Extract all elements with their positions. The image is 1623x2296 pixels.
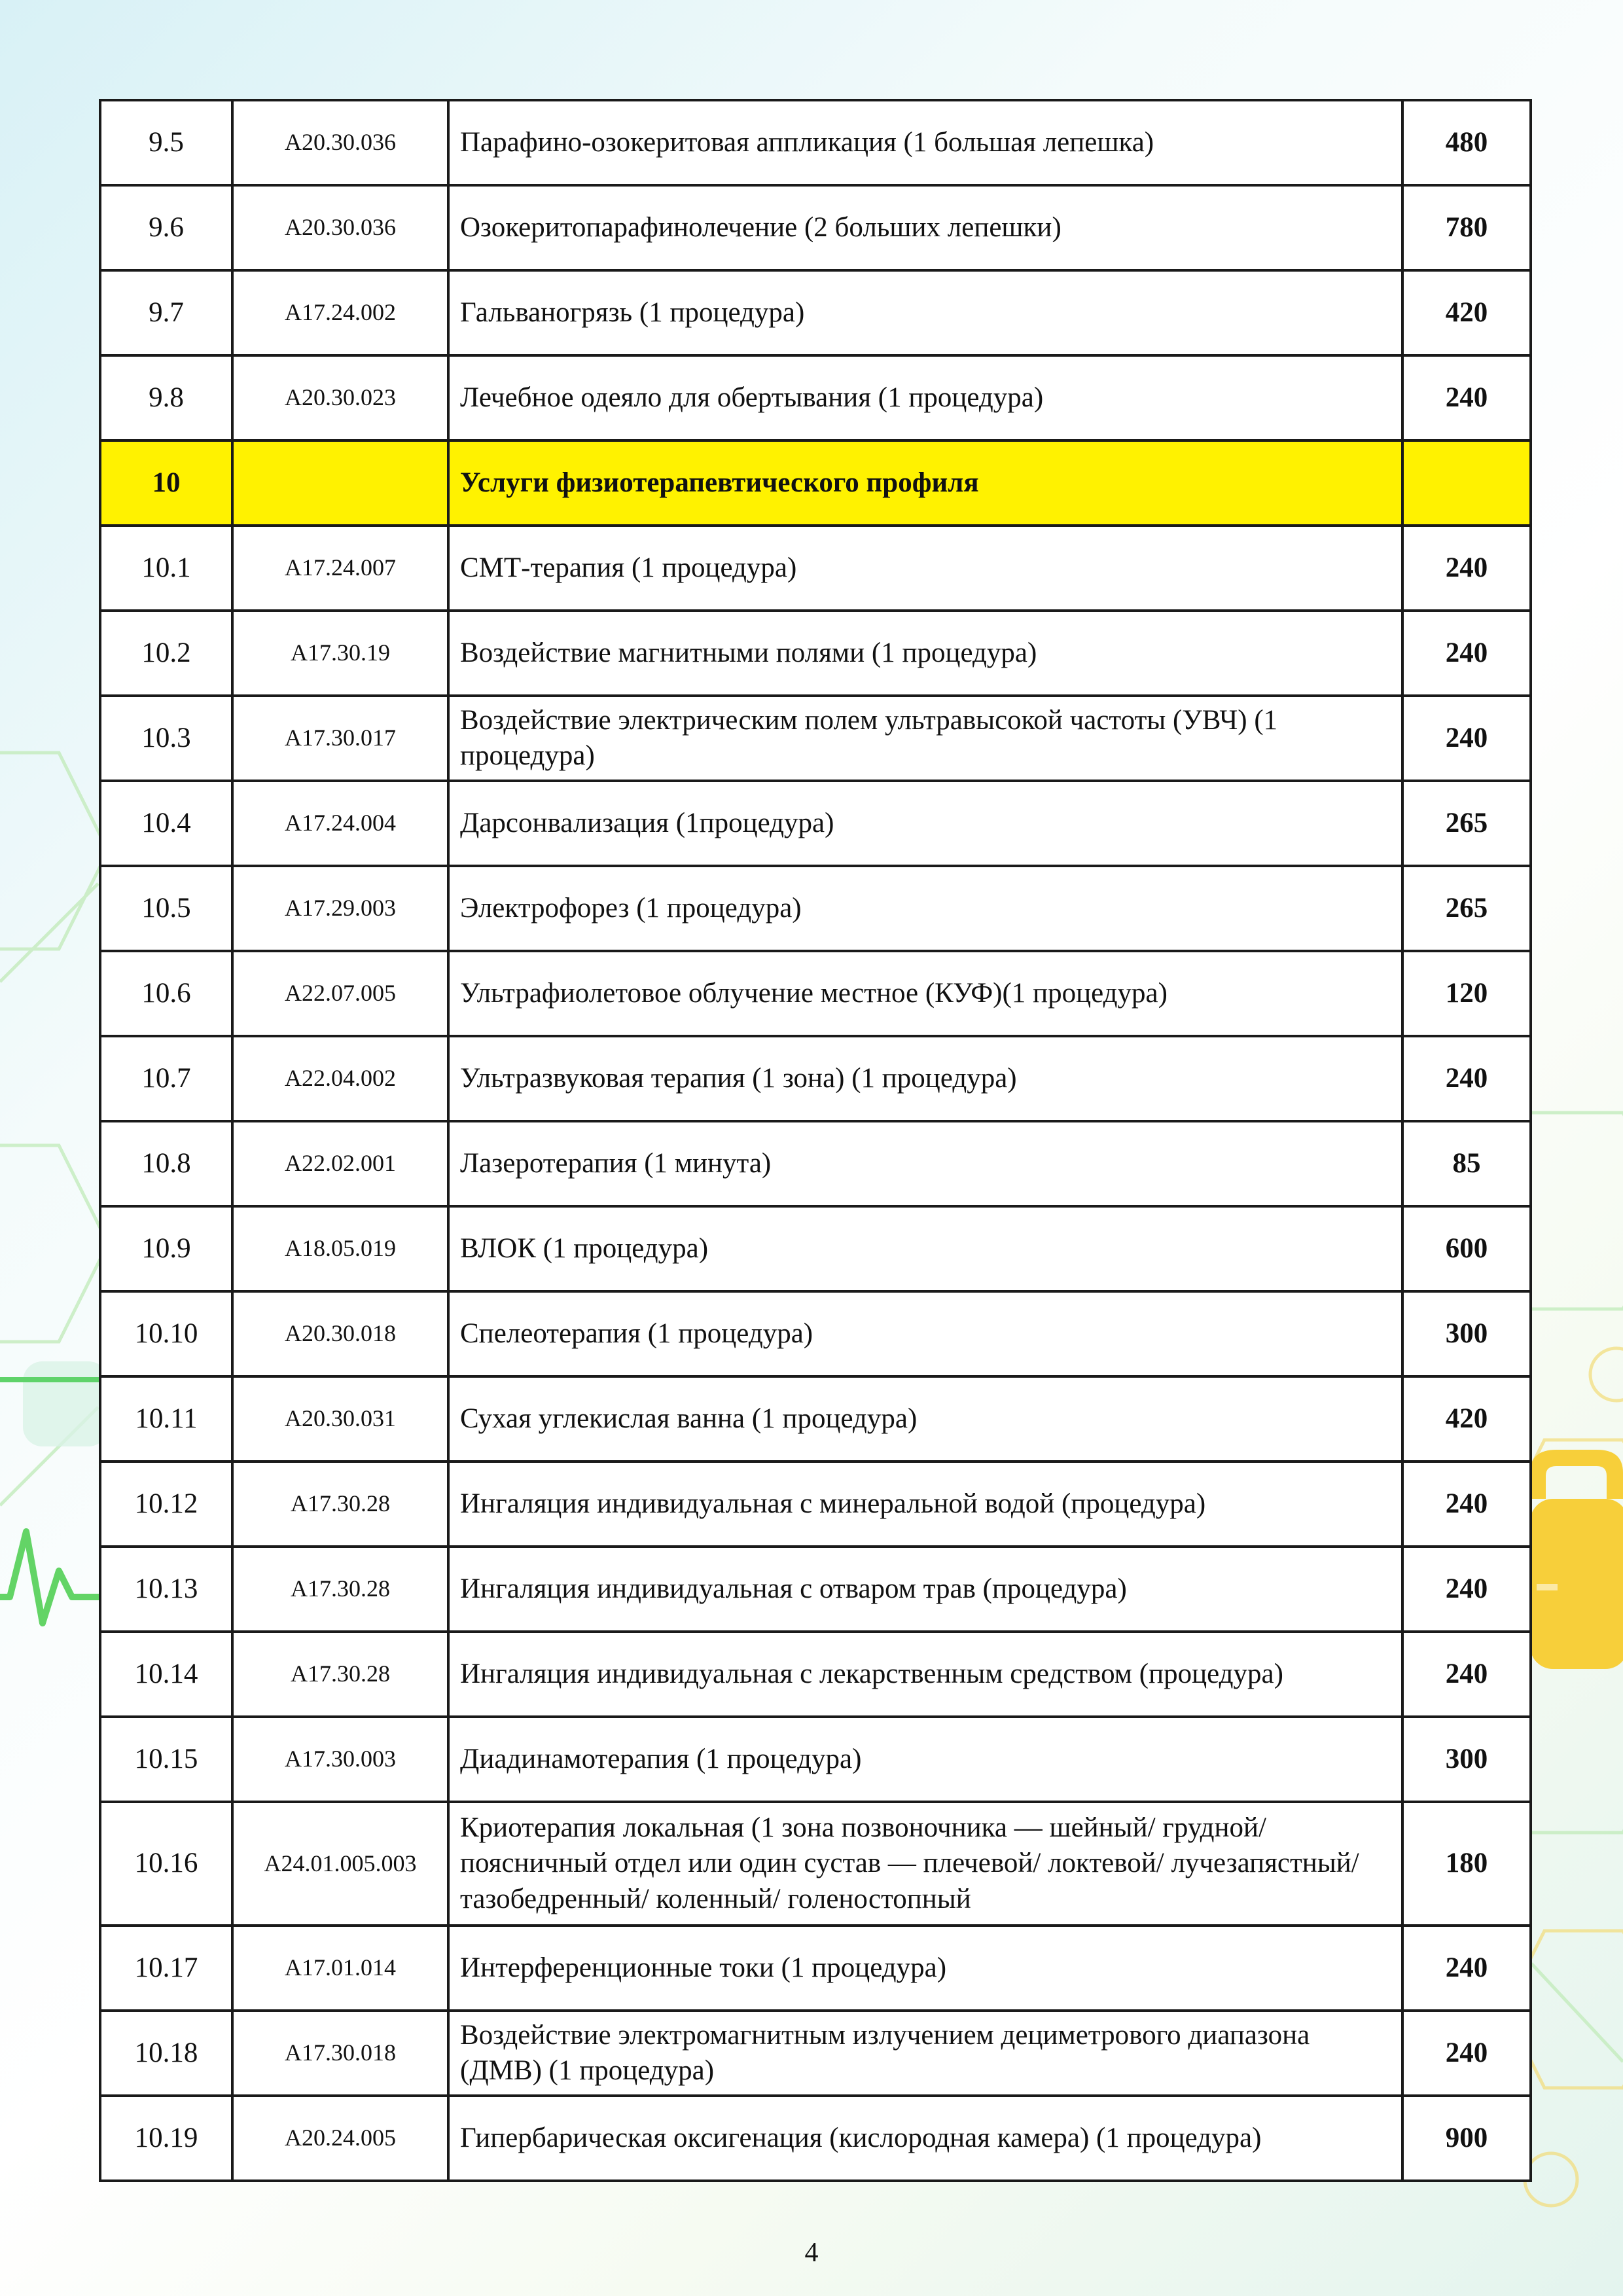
service-number-cell: 10.8 (100, 1121, 232, 1206)
service-name-cell: Парафино-озокеритовая аппликация (1 большая лепешка) (448, 100, 1402, 185)
service-number-cell: 10.9 (100, 1206, 232, 1291)
service-number-cell: 10.16 (100, 1802, 232, 1926)
service-code-cell: A22.04.002 (232, 1036, 448, 1121)
service-price-cell: 265 (1402, 781, 1531, 866)
service-price-cell: 240 (1402, 611, 1531, 696)
service-name-cell: ВЛОК (1 процедура) (448, 1206, 1402, 1291)
service-code-cell: A17.30.19 (232, 611, 448, 696)
service-number-cell: 10.6 (100, 951, 232, 1036)
service-code-cell: A20.30.031 (232, 1376, 448, 1462)
service-code-cell: A17.30.018 (232, 2011, 448, 2096)
service-number-cell: 10.10 (100, 1291, 232, 1376)
table-row (100, 1291, 1531, 1376)
service-name-cell: Воздействие магнитными полями (1 процедура) (448, 611, 1402, 696)
service-code-cell: A17.30.28 (232, 1547, 448, 1632)
service-number-cell: 9.6 (100, 185, 232, 270)
service-price-cell: 85 (1402, 1121, 1531, 1206)
service-number-cell: 10.13 (100, 1547, 232, 1632)
service-name-cell: Воздействие электрическим полем ультравысокой частоты (УВЧ) (1 процедура) (448, 696, 1402, 781)
table-row (100, 1376, 1531, 1462)
service-code-cell: A18.05.019 (232, 1206, 448, 1291)
service-price-cell: 180 (1402, 1802, 1531, 1926)
service-code-cell: A17.30.28 (232, 1632, 448, 1717)
service-number-cell: 10.15 (100, 1717, 232, 1802)
table-row (100, 526, 1531, 611)
service-price-cell: 240 (1402, 2011, 1531, 2096)
service-name-cell: СМТ-терапия (1 процедура) (448, 526, 1402, 611)
table-row (100, 1206, 1531, 1291)
table-row (100, 1121, 1531, 1206)
service-code-cell: A20.30.036 (232, 185, 448, 270)
table-row (100, 2096, 1531, 2181)
service-price-cell: 420 (1402, 1376, 1531, 1462)
service-price-cell: 240 (1402, 1926, 1531, 2011)
service-number-cell: 10.12 (100, 1462, 232, 1547)
service-price-cell: 600 (1402, 1206, 1531, 1291)
service-code-cell: A20.30.018 (232, 1291, 448, 1376)
service-code-cell: A22.02.001 (232, 1121, 448, 1206)
service-number-cell: 10.17 (100, 1926, 232, 2011)
service-name-cell: Ультрафиолетовое облучение местное (КУФ)(1 процедура) (448, 951, 1402, 1036)
service-price-cell: 240 (1402, 1547, 1531, 1632)
service-name-cell: Гипербарическая оксигенация (кислородная камера) (1 процедура) (448, 2096, 1402, 2181)
service-price-cell: 300 (1402, 1717, 1531, 1802)
table-row (100, 270, 1531, 355)
service-number-cell: 10.11 (100, 1376, 232, 1462)
service-code-cell: A17.30.003 (232, 1717, 448, 1802)
service-number-cell: 10.4 (100, 781, 232, 866)
service-code-cell: A17.24.002 (232, 270, 448, 355)
service-name-cell: Интерференционные токи (1 процедура) (448, 1926, 1402, 2011)
table-row (100, 1036, 1531, 1121)
service-code-cell: A20.30.036 (232, 100, 448, 185)
service-number-cell: 9.8 (100, 355, 232, 440)
service-price-cell (1402, 440, 1531, 526)
service-number-cell: 9.5 (100, 100, 232, 185)
service-name-cell: Сухая углекислая ванна (1 процедура) (448, 1376, 1402, 1462)
service-code-cell: A22.07.005 (232, 951, 448, 1036)
service-number-cell: 10.1 (100, 526, 232, 611)
service-price-cell: 420 (1402, 270, 1531, 355)
service-name-cell: Электрофорез (1 процедура) (448, 866, 1402, 951)
table-row (100, 100, 1531, 185)
table-row (100, 951, 1531, 1036)
service-name-cell: Гальваногрязь (1 процедура) (448, 270, 1402, 355)
service-name-cell: Спелеотерапия (1 процедура) (448, 1291, 1402, 1376)
service-price-cell: 120 (1402, 951, 1531, 1036)
service-code-cell: A17.30.017 (232, 696, 448, 781)
service-name-cell: Лечебное одеяло для обертывания (1 процедура) (448, 355, 1402, 440)
service-price-cell: 265 (1402, 866, 1531, 951)
table-row (100, 1632, 1531, 1717)
service-price-cell: 480 (1402, 100, 1531, 185)
service-code-cell: A17.24.007 (232, 526, 448, 611)
service-number-cell: 10.5 (100, 866, 232, 951)
service-number-cell: 10 (100, 440, 232, 526)
service-number-cell: 10.2 (100, 611, 232, 696)
service-price-cell: 240 (1402, 526, 1531, 611)
table-row (100, 781, 1531, 866)
service-code-cell: A17.01.014 (232, 1926, 448, 2011)
service-name-cell: Дарсонвализация (1процедура) (448, 781, 1402, 866)
table-row (100, 1547, 1531, 1632)
table-row (100, 185, 1531, 270)
table-row (100, 696, 1531, 781)
service-price-cell: 780 (1402, 185, 1531, 270)
service-name-cell: Ультразвуковая терапия (1 зона) (1 процедура) (448, 1036, 1402, 1121)
service-price-cell: 240 (1402, 1036, 1531, 1121)
service-price-cell: 240 (1402, 1632, 1531, 1717)
table-body (100, 100, 1531, 2181)
service-name-cell: Воздействие электромагнитным излучением дециметрового диапазона (ДМВ) (1 процедура) (448, 2011, 1402, 2096)
service-name-cell: Услуги физиотерапевтического профиля (448, 440, 1402, 526)
decor-rounded-square (23, 1361, 108, 1446)
service-price-cell: 240 (1402, 355, 1531, 440)
medical-bag-icon (1530, 1450, 1623, 1669)
table-row (100, 1926, 1531, 2011)
service-number-cell: 10.18 (100, 2011, 232, 2096)
service-name-cell: Диадинамотерапия (1 процедура) (448, 1717, 1402, 1802)
service-number-cell: 10.19 (100, 2096, 232, 2181)
service-code-cell: A17.29.003 (232, 866, 448, 951)
heartbeat-line-icon (0, 1532, 99, 1623)
service-name-cell: Лазеротерапия (1 минута) (448, 1121, 1402, 1206)
service-number-cell: 10.14 (100, 1632, 232, 1717)
service-code-cell: A20.30.023 (232, 355, 448, 440)
price-table (99, 99, 1532, 2182)
table-row (100, 1462, 1531, 1547)
service-name-cell: Озокеритопарафинолечение (2 больших лепешки) (448, 185, 1402, 270)
service-code-cell (232, 440, 448, 526)
service-name-cell: Ингаляция индивидуальная с минеральной водой (процедура) (448, 1462, 1402, 1547)
service-number-cell: 10.3 (100, 696, 232, 781)
service-price-cell: 300 (1402, 1291, 1531, 1376)
table-row (100, 2011, 1531, 2096)
service-code-cell: A17.30.28 (232, 1462, 448, 1547)
table-row (100, 1717, 1531, 1802)
service-code-cell: A24.01.005.003 (232, 1802, 448, 1926)
service-name-cell: Ингаляция индивидуальная с отваром трав (процедура) (448, 1547, 1402, 1632)
table-row (100, 611, 1531, 696)
service-number-cell: 10.7 (100, 1036, 232, 1121)
section-header-row (100, 440, 1531, 526)
table-row (100, 1802, 1531, 1926)
service-number-cell: 9.7 (100, 270, 232, 355)
service-price-cell: 240 (1402, 696, 1531, 781)
service-price-cell: 240 (1402, 1462, 1531, 1547)
service-code-cell: A20.24.005 (232, 2096, 448, 2181)
service-name-cell: Криотерапия локальная (1 зона позвоночника — шейный/ грудной/ поясничный отдел или один сустав — плечевой/ локтевой/ лучезапястный/ тазобедренный/ коленный/ голеностопный (448, 1802, 1402, 1926)
service-name-cell: Ингаляция индивидуальная с лекарственным средством (процедура) (448, 1632, 1402, 1717)
table-row (100, 866, 1531, 951)
table-row (100, 355, 1531, 440)
page-number: 4 (804, 2238, 819, 2268)
service-code-cell: A17.24.004 (232, 781, 448, 866)
service-price-cell: 900 (1402, 2096, 1531, 2181)
